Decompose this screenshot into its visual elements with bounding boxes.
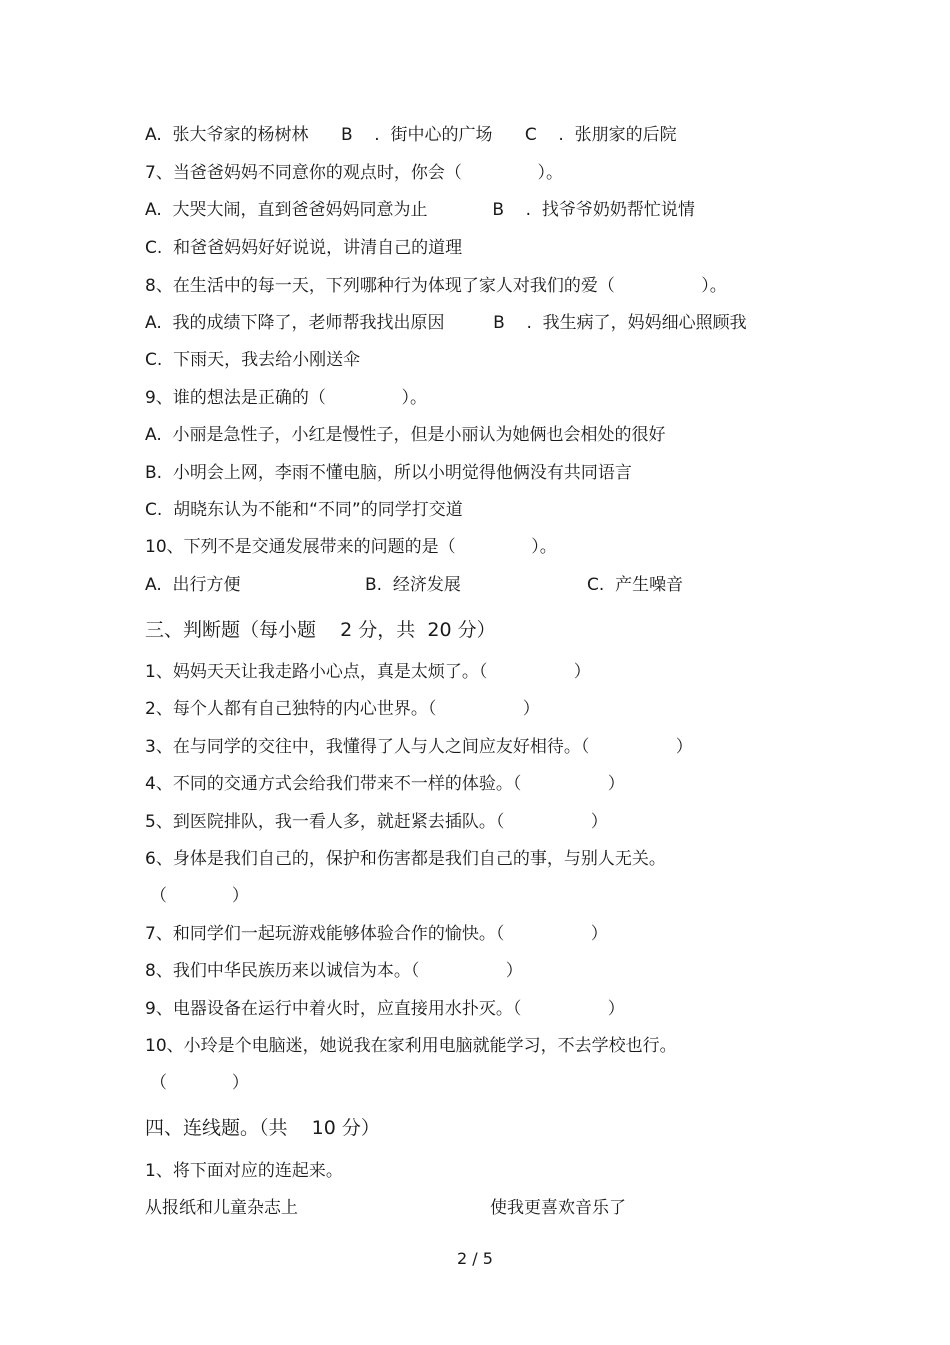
judgment-2: 2、每个人都有自己独特的内心世界。（ ） bbox=[145, 699, 540, 719]
judgment-8: 8、我们中华民族历来以诚信为本。（ ） bbox=[145, 961, 523, 981]
q10-option-b: B. 经济发展 bbox=[365, 575, 461, 595]
q9-option-c: C. 胡晓东认为不能和“不同”的同学打交道 bbox=[145, 500, 463, 520]
judgment-6-answer: （ ） bbox=[150, 886, 249, 906]
q10-question: 10、下列不是交通发展带来的问题的是（ ）。 bbox=[145, 537, 557, 557]
match-right-item: 使我更喜欢音乐了 bbox=[490, 1198, 626, 1218]
q8-question: 8、在生活中的每一天，下列哪种行为体现了家人对我们的爱（ ）。 bbox=[145, 276, 727, 296]
judgment-1: 1、妈妈天天让我走路小心点，真是太烦了。（ ） bbox=[145, 662, 591, 682]
judgment-6: 6、身体是我们自己的，保护和伤害都是我们自己的事，与别人无关。 bbox=[145, 849, 666, 869]
judgment-10-answer: （ ） bbox=[150, 1073, 249, 1093]
section4-title: 四、连线题。（共 10 分） bbox=[145, 1117, 380, 1139]
page-number: 2 / 5 bbox=[457, 1249, 493, 1268]
q9-option-a: A. 小丽是急性子，小红是慢性子，但是小丽认为她俩也会相处的很好 bbox=[145, 425, 666, 445]
q10-option-c: C. 产生噪音 bbox=[587, 575, 684, 595]
judgment-4: 4、不同的交通方式会给我们带来不一样的体验。（ ） bbox=[145, 774, 625, 794]
q10-option-a: A. 出行方便 bbox=[145, 575, 241, 595]
q6-options: A. 张大爷家的杨树林 B . 街中心的广场 C . 张朋家的后院 bbox=[145, 125, 677, 145]
judgment-5: 5、到医院排队，我一看人多，就赶紧去插队。（ ） bbox=[145, 812, 608, 832]
judgment-7: 7、和同学们一起玩游戏能够体验合作的愉快。（ ） bbox=[145, 924, 608, 944]
section3-title: 三、判断题（每小题 2 分，共 20 分） bbox=[145, 619, 496, 641]
q8-option-c: C. 下雨天，我去给小刚送伞 bbox=[145, 350, 361, 370]
judgment-3: 3、在与同学的交往中，我懂得了人与人之间应友好相待。（ ） bbox=[145, 737, 693, 757]
match-instruction: 1、将下面对应的连起来。 bbox=[145, 1161, 343, 1181]
q7-question: 7、当爸爸妈妈不同意你的观点时，你会（ ）。 bbox=[145, 163, 563, 183]
match-left-item: 从报纸和儿童杂志上 bbox=[145, 1198, 298, 1218]
q7-options-ab: A. 大哭大闹，直到爸爸妈妈同意为止 B . 找爷爷奶奶帮忙说情 bbox=[145, 200, 695, 220]
judgment-10: 10、小玲是个电脑迷，她说我在家利用电脑就能学习，不去学校也行。 bbox=[145, 1036, 677, 1056]
q9-option-b: B. 小明会上网，李雨不懂电脑，所以小明觉得他俩没有共同语言 bbox=[145, 463, 632, 483]
judgment-9: 9、电器设备在运行中着火时，应直接用水扑灭。（ ） bbox=[145, 999, 625, 1019]
q8-options-ab: A. 我的成绩下降了，老师帮我找出原因 B . 我生病了，妈妈细心照顾我 bbox=[145, 313, 747, 333]
q9-question: 9、谁的想法是正确的（ ）。 bbox=[145, 388, 427, 408]
q7-option-c: C. 和爸爸妈妈好好说说，讲清自己的道理 bbox=[145, 238, 463, 258]
